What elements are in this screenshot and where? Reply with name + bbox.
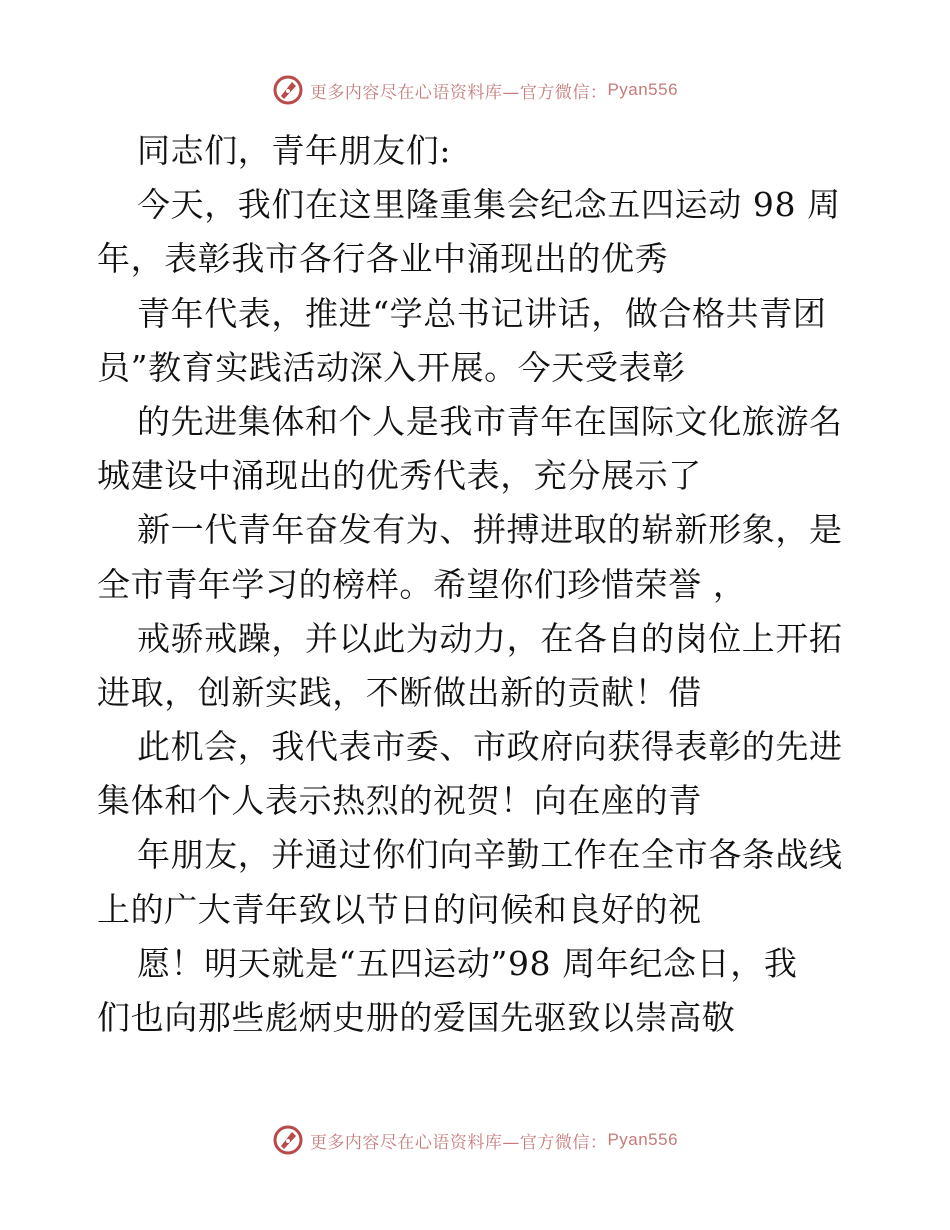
pen-nib-logo-icon [272,1124,304,1156]
body-line: 上的广大青年致以节日的问候和良好的祝 [97,889,702,929]
body-line: 同志们，青年朋友们: [137,131,452,170]
body-line: 员”教育实践活动深入开展。今天受表彰 [97,347,686,387]
body-line: 集体和个人表示热烈的祝贺！向在座的青 [97,781,702,821]
body-line: 年，表彰我市各行各业中涌现出的优秀 [97,239,669,279]
body-line: 城建设中涌现出的优秀代表，充分展示了 [97,456,702,496]
footer-watermark [0,1120,950,1160]
body-line: 青年代表，推进“学总书记讲话，做合格共青团 [137,293,827,333]
watermark-contact: Pyan556 [607,80,679,99]
document-body [97,124,857,1045]
body-line: 进取，创新实践，不断做出新的贡献！借 [97,672,702,712]
watermark-text: 更多内容尽在心语资料库—官方微信： [309,1132,608,1153]
body-line: 们也向那些彪炳史册的爱国先驱致以崇高敬 [97,998,736,1037]
body-line: 全市青年学习的榜样。希望你们珍惜荣誉 ， [97,564,747,604]
body-line: 戒骄戒躁，并以此为动力，在各自的岗位上开拓 [137,618,843,658]
body-line: 此机会，我代表市委、市政府向获得表彰的先进 [137,727,843,767]
body-line: 愿！明天就是“五四运动”98 周年纪念日，我 [137,943,798,983]
watermark-contact: Pyan556 [607,1130,679,1149]
pen-nib-logo-icon [272,74,304,106]
body-line: 的先进集体和个人是我市青年在国际文化旅游名 [137,401,843,441]
watermark-text: 更多内容尽在心语资料库—官方微信： [309,82,608,103]
body-line: 年朋友，并通过你们向辛勤工作在全市各条战线 [137,835,843,875]
body-line: 新一代青年奋发有为、拼搏进取的崭新形象，是 [137,510,843,550]
body-line: 今天，我们在这里隆重集会纪念五四运动 98 周 [137,185,841,225]
header-watermark [0,70,950,110]
